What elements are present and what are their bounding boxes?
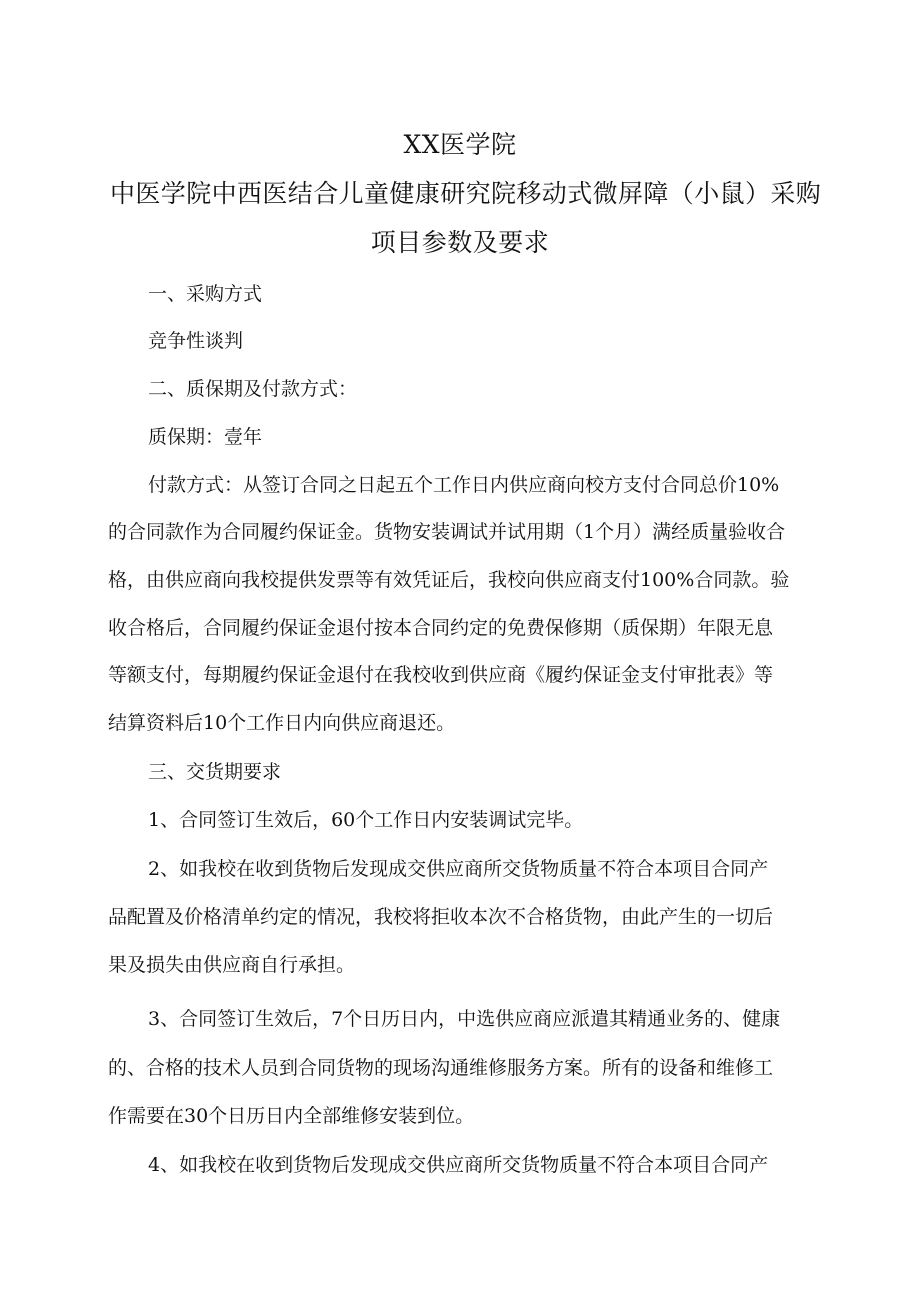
document-title: 中医学院中西医结合儿童健康研究院移动式微屏障（小鼠）采购 [110, 179, 822, 208]
delivery-item-3-line: 3、合同签订生效后，7个日历日内，中选供应商应派遣其精通业务的、健康 [148, 1008, 781, 1030]
paragraph-payment-line: 付款方式：从签订合同之日起五个工作日内供应商向校方支付合同总价10% [148, 474, 780, 496]
paragraph-payment-line: 结算资料后10个工作日内向供应商退还。 [108, 712, 456, 734]
paragraph-payment-line: 格，由供应商向我校提供发票等有效凭证后，我校向供应商支付100%合同款。验 [108, 569, 790, 591]
document-title-continued: 项目参数及要求 [370, 228, 550, 257]
paragraph-payment-line: 收合格后，合同履约保证金退付按本合同约定的免费保修期（质保期）年限无息 [108, 617, 774, 639]
delivery-item-4-line: 4、如我校在收到货物后发现成交供应商所交货物质量不符合本项目合同产 [148, 1154, 769, 1176]
delivery-item-3-line: 作需要在30个日历日内全部维修安装到位。 [108, 1105, 475, 1127]
institution-title: XX医学院 [403, 130, 517, 159]
paragraph-payment-line: 的合同款作为合同履约保证金。货物安装调试并试用期（1个月）满经质量验收合 [108, 521, 786, 543]
delivery-item-2-line: 品配置及价格清单约定的情况，我校将拒收本次不合格货物，由此产生的一切后 [108, 906, 774, 928]
paragraph-procurement-method: 竞争性谈判 [148, 330, 244, 352]
delivery-item-2-line: 2、如我校在收到货物后发现成交供应商所交货物质量不符合本项目合同产 [148, 858, 769, 880]
section-heading-delivery: 三、交货期要求 [148, 761, 282, 783]
paragraph-warranty: 质保期：壹年 [148, 426, 263, 448]
section-heading-warranty-payment: 二、质保期及付款方式： [148, 378, 358, 400]
section-heading-procurement-method: 一、采购方式 [148, 283, 263, 305]
delivery-item-3-line: 的、合格的技术人员到合同货物的现场沟通维修服务方案。所有的设备和维修工 [108, 1057, 774, 1079]
delivery-item-1: 1、合同签订生效后，60个工作日内安装调试完毕。 [148, 809, 584, 831]
delivery-item-2-line: 果及损失由供应商自行承担。 [108, 954, 356, 976]
paragraph-payment-line: 等额支付，每期履约保证金退付在我校收到供应商《履约保证金支付审批表》等 [108, 664, 774, 686]
